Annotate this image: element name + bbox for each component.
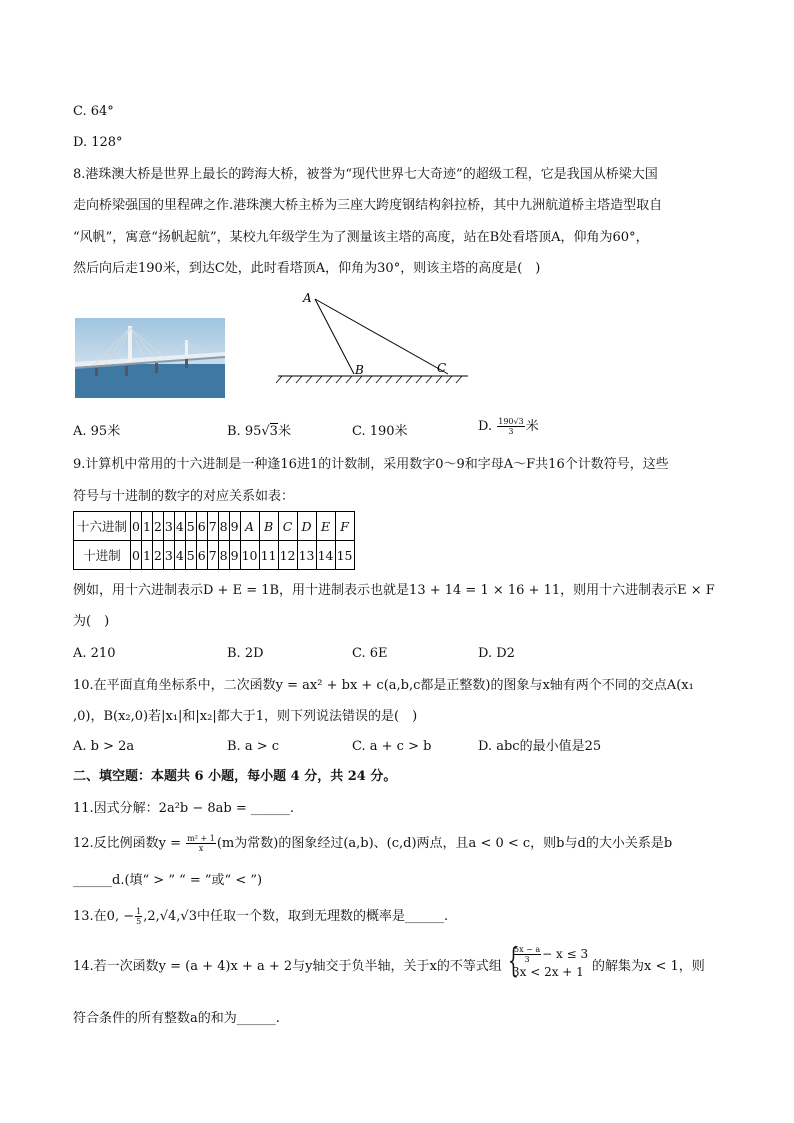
- q8-stem-line-1: 8.港珠澳大桥是世界上最长的跨海大桥，被誉为“现代世界七大奇迹”的超级工程，它是我国从桥梁大国: [73, 167, 658, 182]
- q8-option-d-unit: 米: [525, 419, 539, 434]
- q8-stem-line-4: 然后向后走190米，到达C处，此时看塔顶A，仰角为30°，则该主塔的高度是( ): [73, 261, 541, 276]
- q14-stem-line-2: 符合条件的所有整数a的和为______.: [73, 1011, 280, 1026]
- table-cell: 9: [229, 512, 240, 541]
- q9-stem-line-2: 符号与十进制的数字的对应关系如表：: [73, 489, 295, 504]
- table-cell: 15: [335, 541, 354, 570]
- q8-option-b-prefix: B. 95: [227, 424, 262, 439]
- q13-prefix: 13.在0, −: [73, 909, 135, 924]
- inequality-line-1: [512, 945, 588, 964]
- q9-option-c: C. 6E: [352, 646, 388, 661]
- table-cell: 6: [196, 541, 207, 570]
- fraction-denominator: 3: [508, 427, 514, 436]
- q8-option-c: C. 190米: [352, 424, 408, 439]
- q13-stem: [73, 907, 448, 926]
- inequality-fraction: [513, 945, 541, 964]
- table-cell: 11: [259, 541, 278, 570]
- q9-option-a: A. 210: [73, 646, 116, 661]
- q8-option-b-unit: 米: [277, 424, 291, 439]
- q10-stem-line-1: 10.在平面直角坐标系中，二次函数y = ax² + bx + c(a,b,c都是正整数)的图象与x轴有两个不同的交点A(x₁: [73, 678, 694, 693]
- table-cell: 8: [218, 512, 229, 541]
- q12-stem-line-2: ______d.(填“ > ” “ = ”或“ < ”): [73, 873, 263, 888]
- table-cell: 4: [174, 541, 185, 570]
- q10-stem-line-2: ,0)，B(x₂,0)若|x₁|和|x₂|都大于1，则下列说法错误的是( ): [73, 709, 418, 724]
- table-cell: 1: [141, 512, 152, 541]
- q8-option-b-radicand: 3: [269, 424, 278, 439]
- q7-option-d: D. 128°: [73, 135, 123, 150]
- table-cell: 10: [240, 541, 259, 570]
- fraction-denominator: 5: [136, 917, 142, 926]
- table-cell: 7: [207, 512, 218, 541]
- q12-stem-line-1: [73, 834, 672, 853]
- table-cell: 3: [163, 541, 174, 570]
- table-cell: B: [259, 512, 278, 541]
- table-cell: 6: [196, 512, 207, 541]
- q8-option-d: [478, 417, 539, 436]
- table-cell: 8: [218, 541, 229, 570]
- table-row-hex: [74, 512, 355, 541]
- point-label-a: A: [303, 291, 312, 305]
- fraction-denominator: 3: [524, 955, 530, 964]
- table-cell: 4: [174, 512, 185, 541]
- fraction-numerator: 1: [136, 907, 142, 916]
- q12-suffix: (m为常数)的图象经过(a,b)、(c,d)两点，且a < 0 < c，则b与d的大小关系是b: [216, 836, 673, 851]
- q8-option-a: A. 95米: [73, 424, 121, 439]
- q9-stem-line-4: 为( ): [73, 614, 110, 629]
- table-cell: 1: [141, 541, 152, 570]
- table-cell: 12: [278, 541, 297, 570]
- q9-stem-line-3: 例如，用十六进制表示D + E = 1B，用十进制表示也就是13 + 14 = 1 × 16 + 11，则用十六进制表示E × F: [73, 583, 715, 598]
- q9-option-d: D. D2: [478, 646, 515, 661]
- table-cell: 2: [152, 541, 163, 570]
- fraction-numerator: m² + 1: [187, 834, 215, 843]
- q10-option-c: C. a + c > b: [352, 739, 432, 754]
- point-label-c: C: [437, 361, 447, 375]
- fraction-numerator: 190√3: [498, 417, 524, 426]
- q11-stem: 11.因式分解：2a²b − 8ab = ______.: [73, 801, 295, 816]
- table-cell: 14: [316, 541, 335, 570]
- q12-fraction: [186, 834, 216, 853]
- q8-option-d-prefix: D.: [478, 419, 493, 434]
- table-cell: 9: [229, 541, 240, 570]
- table-cell: 3: [163, 512, 174, 541]
- q13-suffix: ,2,√4,√3中任取一个数，取到无理数的概率是______.: [143, 909, 449, 924]
- q10-option-b: B. a > c: [227, 739, 280, 754]
- q12-prefix: 12.反比例函数y =: [73, 836, 182, 851]
- fraction-numerator: 5x − a: [514, 945, 541, 954]
- point-label-b: B: [355, 363, 364, 377]
- q8-option-b: [227, 423, 291, 441]
- q7-option-c: C. 64°: [73, 104, 114, 119]
- inequality-system: [512, 945, 588, 980]
- q14-stem-prefix: 14.若一次函数y = (a + 4)x + a + 2与y轴交于负半轴，关于x的不等式组: [73, 959, 502, 974]
- section-heading-fill-in: 二、填空题：本题共 6 小题，每小题 4 分，共 24 分。: [73, 769, 397, 784]
- inequality-1-rest: − x ≤ 3: [542, 947, 589, 961]
- table-cell: 5: [185, 541, 196, 570]
- inequality-line-2: 3x < 2x + 1: [512, 965, 584, 979]
- table-cell: 13: [297, 541, 316, 570]
- q8-option-d-fraction: [497, 417, 524, 436]
- q9-option-b: B. 2D: [227, 646, 264, 661]
- table-cell: E: [316, 512, 335, 541]
- q9-stem-line-1: 9.计算机中常用的十六进制是一种逢16进1的计数制，采用数字0～9和字母A～F共16个计数符号，这些: [73, 457, 669, 472]
- table-header-decimal: 十进制: [74, 541, 131, 570]
- q10-option-d: D. abc的最小值是25: [478, 739, 602, 754]
- table-cell: 2: [152, 512, 163, 541]
- table-cell: C: [278, 512, 297, 541]
- q8-stem-line-2: 走向桥梁强国的里程碑之作.港珠澳大桥主桥为三座大跨度钢结构斜拉桥，其中九洲航道桥主塔造型取自: [73, 198, 663, 213]
- bridge-photo: [75, 318, 225, 398]
- sqrt-symbol: √: [261, 424, 270, 439]
- q10-option-a: A. b > 2a: [73, 739, 135, 754]
- table-cell: A: [240, 512, 259, 541]
- table-cell: D: [297, 512, 316, 541]
- table-header-hex: 十六进制: [74, 512, 131, 541]
- fraction-denominator: x: [198, 844, 204, 853]
- table-cell: 7: [207, 541, 218, 570]
- table-cell: 5: [185, 512, 196, 541]
- q8-stem-line-3: “风帆”，寓意“扬帆起航”，某校九年级学生为了测量该主塔的高度，站在B处看塔顶A，仰角为60°，: [73, 230, 649, 245]
- table-cell: 0: [131, 512, 142, 541]
- ground-hatching: [276, 376, 462, 383]
- table-cell: 0: [131, 541, 142, 570]
- system-brace: {: [508, 941, 519, 981]
- table-cell: F: [335, 512, 354, 541]
- triangle-diagram: [270, 288, 480, 388]
- hex-decimal-table: [73, 511, 355, 570]
- q14-stem-suffix: 的解集为x < 1，则: [592, 959, 705, 974]
- table-row-decimal: [74, 541, 355, 570]
- q13-fraction: [135, 907, 142, 926]
